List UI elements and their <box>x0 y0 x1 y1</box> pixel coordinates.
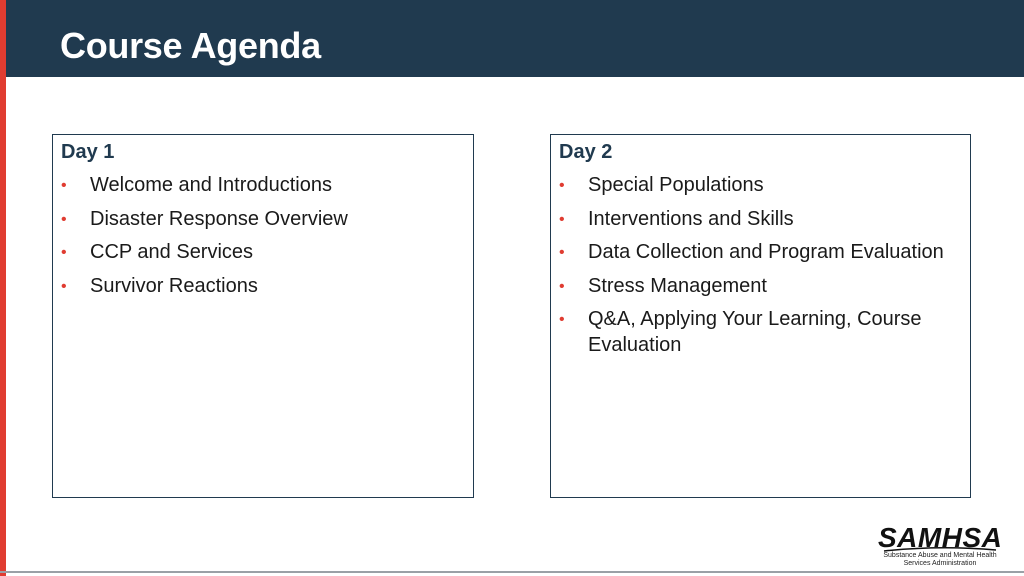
samhsa-logo <box>878 523 1002 569</box>
day-1-agenda-list <box>61 173 453 307</box>
left-accent-bar <box>0 0 6 576</box>
list-item <box>61 274 453 300</box>
bullet-icon: • <box>559 311 565 328</box>
list-item-text: Stress Management <box>588 274 767 297</box>
bullet-icon: • <box>61 177 67 194</box>
list-item-text: Interventions and Skills <box>588 207 794 230</box>
logo-subtitle <box>878 552 1002 568</box>
day-2-agenda-list <box>559 173 950 366</box>
list-item <box>559 173 950 199</box>
list-item <box>61 173 453 199</box>
bullet-icon: • <box>559 210 565 228</box>
list-item-text: Disaster Response Overview <box>90 207 348 230</box>
list-item <box>61 207 453 233</box>
list-item-text: CCP and Services <box>90 241 254 263</box>
bullet-icon: • <box>559 244 565 261</box>
list-item <box>559 307 950 358</box>
logo-wordmark: SAMHSA <box>878 522 1003 553</box>
page-title: Course Agenda <box>60 25 321 66</box>
list-item <box>61 240 453 266</box>
day-1-heading: Day 1 <box>61 141 115 163</box>
bullet-icon: • <box>559 277 565 295</box>
list-item <box>559 207 950 233</box>
day-2-heading: Day 2 <box>559 141 613 163</box>
list-item-text: Survivor Reactions <box>90 274 258 297</box>
title-bar <box>6 0 1024 77</box>
list-item <box>559 240 950 266</box>
logo-subtitle-line-2: Services Administration <box>903 560 977 567</box>
footer-divider <box>0 571 1024 573</box>
bullet-icon: • <box>61 277 67 295</box>
bullet-icon: • <box>61 210 67 228</box>
day-2-panel <box>550 134 971 498</box>
day-1-panel <box>52 134 474 498</box>
list-item-text: Special Populations <box>588 174 764 196</box>
bullet-icon: • <box>61 244 67 261</box>
logo-subtitle-line-1: Substance Abuse and Mental Health <box>883 552 997 559</box>
list-item-text: Q&A, Applying Your Learning, Course Evaluation <box>588 308 922 356</box>
list-item-text: Data Collection and Program Evaluation <box>588 241 944 263</box>
list-item <box>559 274 950 300</box>
list-item-text: Welcome and Introductions <box>90 174 332 196</box>
bullet-icon: • <box>559 177 565 194</box>
